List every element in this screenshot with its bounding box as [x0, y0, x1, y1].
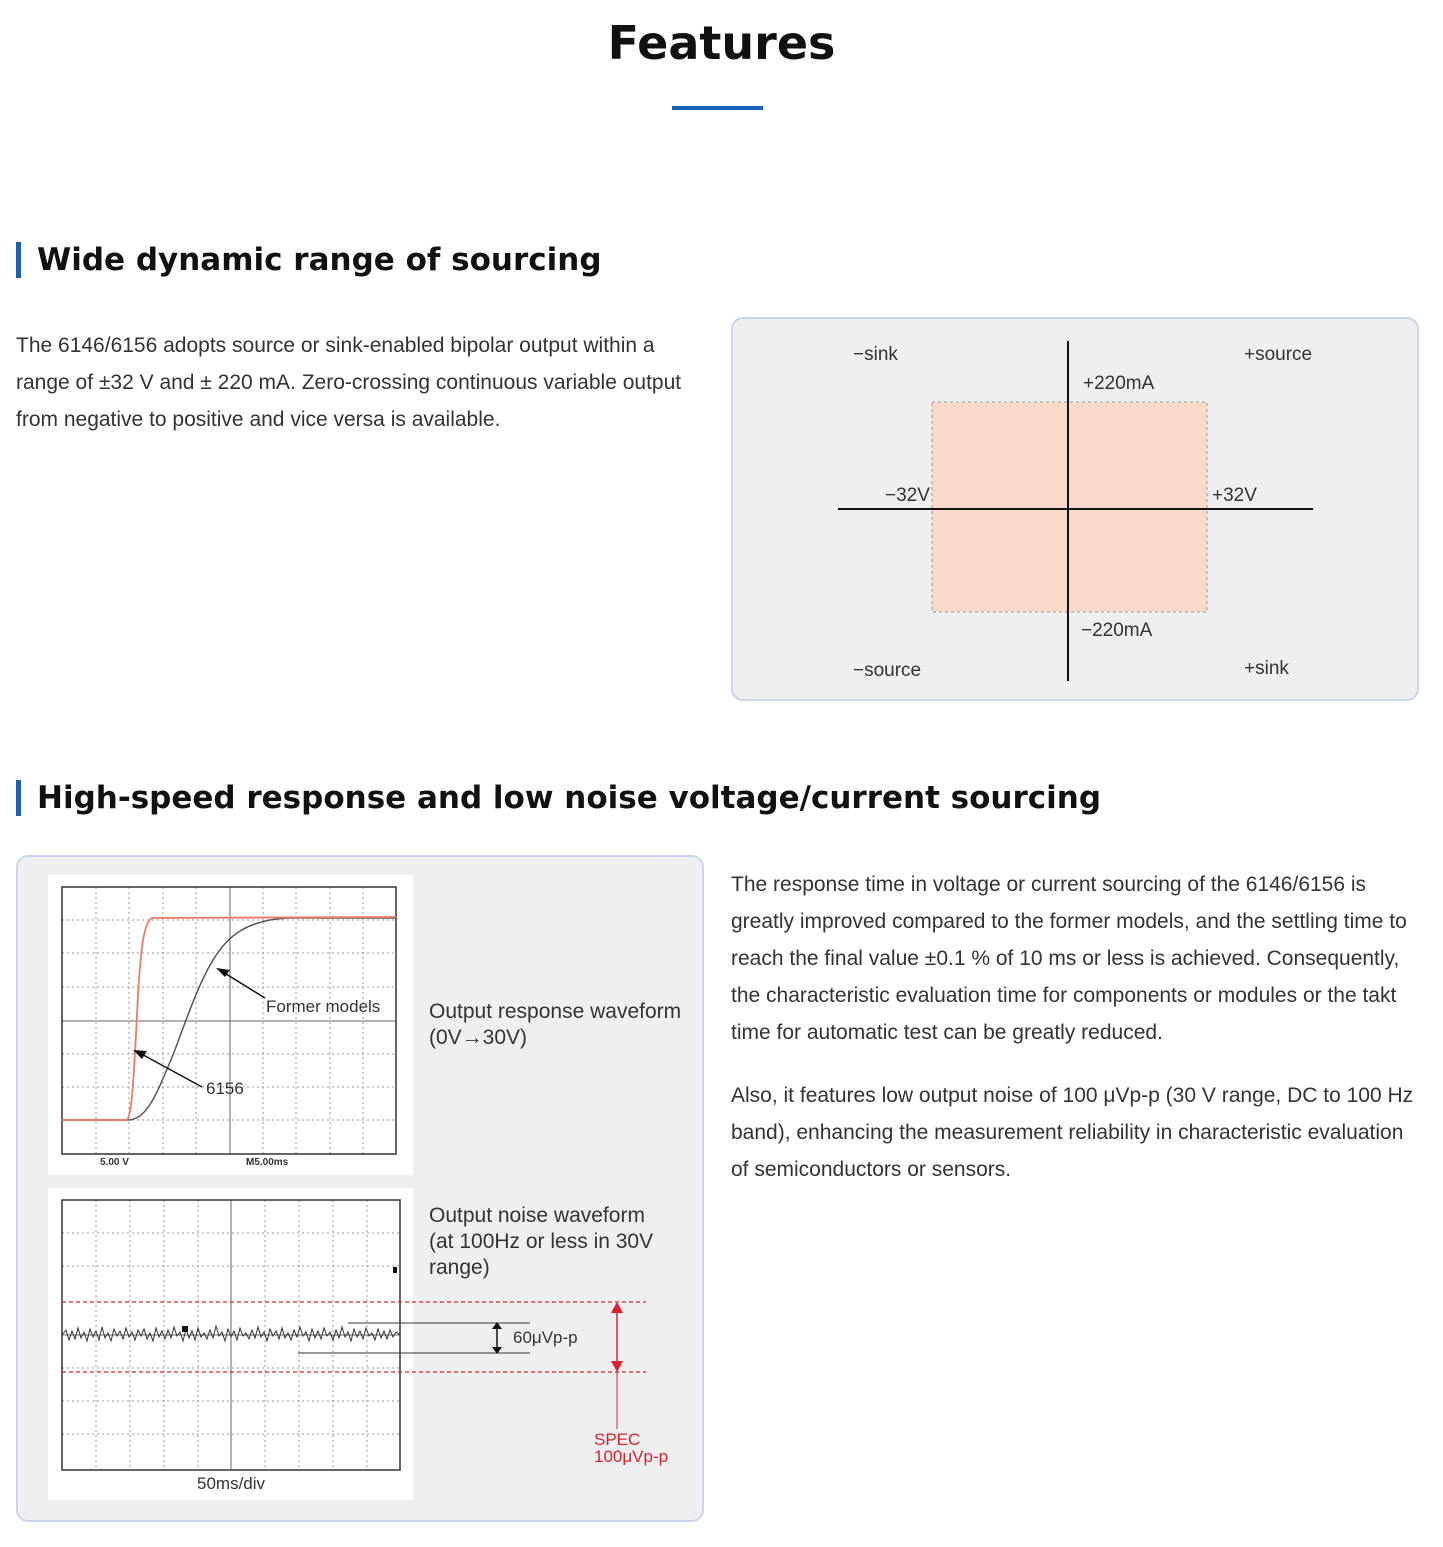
section1-paragraph: The 6146/6156 adopts source or sink-enabled bipolar output within a range of ±32 V and ± 220 mA. Zero-crossing continuous variable output from negative to positive and vice versa is available.: [16, 334, 682, 431]
response-scale-right: M5.00ms: [246, 1157, 289, 1168]
title-underline: [672, 106, 763, 110]
spec-label: SPEC: [594, 1430, 641, 1449]
current-positive-label: +220mA: [1083, 373, 1155, 394]
noise-caption-line2: (at 100Hz or less in 30V: [429, 1230, 654, 1253]
voltage-positive-label: +32V: [1212, 485, 1257, 506]
noise-caption: [429, 1203, 699, 1281]
former-models-label: Former models: [266, 997, 381, 1016]
section-heading-high-speed: High-speed response and low noise voltage/current sourcing: [16, 780, 1101, 816]
sourcing-range-diagram-panel: [731, 317, 1419, 701]
response-caption: [429, 999, 699, 1051]
waveform-panel: [16, 855, 704, 1522]
section-heading-dynamic-range: Wide dynamic range of sourcing: [16, 242, 602, 278]
response-scale-left: 5.00 V: [100, 1157, 129, 1168]
noise-caption-line3: range): [429, 1256, 490, 1279]
quadrant-top-left-label: −sink: [853, 344, 898, 365]
section2-paragraph2: Also, it features low output noise of 100 μVp-p (30 V range, DC to 100 Hz band), enhancing the measurement reliability in characteristic evaluation of semiconductors or sensors.: [731, 1084, 1414, 1181]
noise-caption-line1: Output noise waveform: [429, 1204, 645, 1227]
6156-arrow: [136, 1051, 202, 1087]
page-title: Features: [607, 16, 836, 70]
sourcing-range-diagram: [733, 319, 1417, 699]
noise-xscale-label: 50ms/div: [197, 1474, 266, 1493]
quadrant-top-right-label: +source: [1244, 344, 1313, 365]
response-caption-line1: Output response waveform: [429, 1000, 682, 1023]
response-caption-line2: (0V→30V): [429, 1026, 528, 1049]
quadrant-bottom-right-label: +sink: [1244, 658, 1289, 679]
measured-noise-label: 60μVp-p: [513, 1328, 578, 1347]
spec-value-label: 100μVp-p: [594, 1447, 669, 1466]
section2-paragraph1: The response time in voltage or current sourcing of the 6146/6156 is greatly improved compared to the former models, and the settling time to reach the final value ±0.1 % of 10 ms or less is achieved. Consequently, the characteristic evaluation time for components or modules or the takt time for automatic test can be greatly reduced.: [731, 873, 1407, 1044]
response-waveform-chart: [48, 875, 413, 1175]
response-waveform-box: [48, 875, 413, 1175]
operating-range-area: [932, 402, 1207, 612]
voltage-negative-label: −32V: [885, 485, 930, 506]
current-negative-label: −220mA: [1081, 620, 1153, 641]
noise-waveform-box: [48, 1188, 413, 1500]
6156-label: 6156: [206, 1079, 244, 1098]
quadrant-bottom-left-label: −source: [853, 660, 922, 681]
noise-waveform-chart: [48, 1188, 413, 1500]
